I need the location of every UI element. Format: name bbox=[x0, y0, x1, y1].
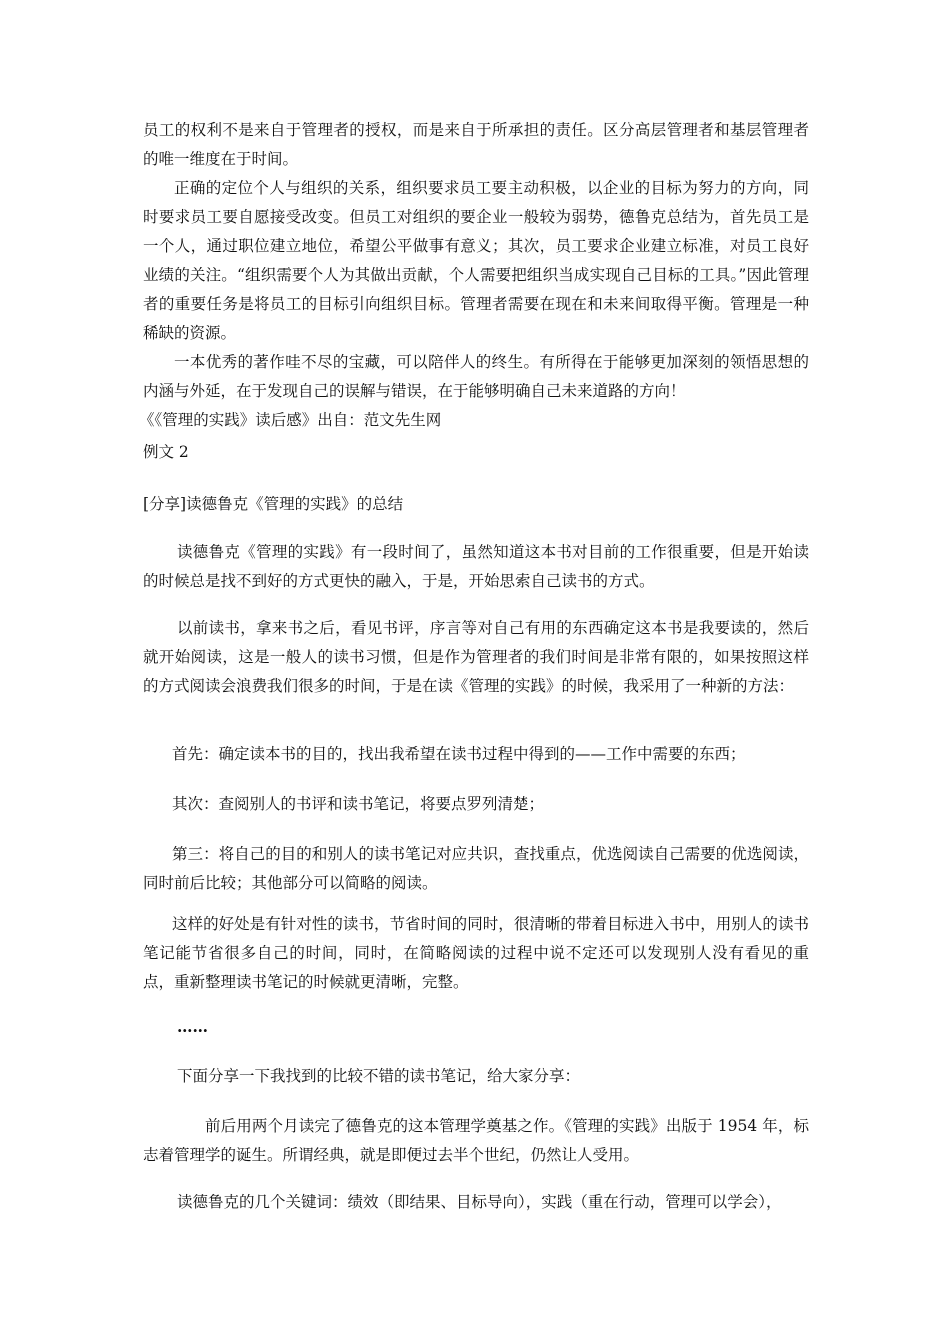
step-second bbox=[143, 790, 809, 819]
paragraph-text: 读德鲁克的几个关键词：绩效（即结果、目标导向），实践（重在行动，管理可以学会）， bbox=[177, 1193, 782, 1211]
paragraph-old-method bbox=[143, 614, 809, 701]
step-first bbox=[143, 740, 809, 769]
paragraph-text: 读德鲁克《管理的实践》有一段时间了，虽然知道这本书对目前的工作很重要，但是开始读的时候总是找不到好的方式更快的融入，于是，开始思索自己读书的方式。 bbox=[143, 543, 809, 590]
step-text: 第三：将自己的目的和别人的读书笔记对应共识，查找重点，优选阅读自己需要的优选阅读，同时前后比较；其他部分可以简略的阅读。 bbox=[143, 845, 809, 892]
paragraph-keywords bbox=[143, 1188, 809, 1217]
paragraph-text: 下面分享一下我找到的比较不错的读书笔记，给大家分享： bbox=[177, 1067, 581, 1085]
paragraph-benefits bbox=[143, 910, 809, 997]
step-third bbox=[143, 840, 809, 898]
paragraph-share-notes bbox=[143, 1062, 809, 1091]
paragraph-employee-rights: 员工的权利不是来自于管理者的授权，而是来自于所承担的责任。区分高层管理者和基层管理者的唯一维度在于时间。 bbox=[143, 121, 809, 168]
article-title: [分享]读德鲁克《管理的实践》的总结 bbox=[143, 495, 404, 513]
paragraph-two-months bbox=[143, 1112, 809, 1170]
paragraph-excellent-book: 一本优秀的著作哇不尽的宝藏，可以陪伴人的终生。有所得在于能够更加深刻的领悟思想的内涵与外延，在于发现自己的误解与错误，在于能够明确自己未来道路的方向！ bbox=[143, 353, 809, 400]
paragraph-text: 这样的好处是有针对性的读书，节省时间的同时，很清晰的带着目标进入书中，用别人的读书笔记能节省很多自己的时间，同时，在简略阅读的过程中说不定还可以发现别人没有看见的重点，重新整理读书笔记的时候就更清晰，完整。 bbox=[143, 915, 809, 991]
example-label: 例文 2 bbox=[143, 443, 189, 461]
step-text: 首先：确定读本书的目的，找出我希望在读书过程中得到的——工作中需要的东西； bbox=[172, 745, 746, 763]
paragraph-text: 前后用两个月读完了德鲁克的这本管理学奠基之作。《管理的实践》出版于 1954 年，标志着管理学的诞生。所谓经典，就是即便过去半个世纪，仍然让人受用。 bbox=[143, 1117, 809, 1164]
section-previous-essay bbox=[139, 116, 809, 435]
paragraph-individual-organization: 正确的定位个人与组织的关系，组织要求员工要主动积极，以企业的目标为努力的方向，同时要求员工要自愿接受改变。但员工对组织的要企业一般较为弱势，德鲁克总结为，首先员工是一个人，通过职位建立地位，希望公平做事有意义；其次，员工要求企业建立标准，对员工良好业绩的关注。“组织需要个人为其做出贡献，个人需要把组织当成实现自己目标的工具。”因此管理者的重要任务是将员工的目标引向组织目标。管理者需要在现在和未来间取得平衡。管理是一种稀缺的资源。 bbox=[143, 179, 809, 342]
paragraph-text: 以前读书，拿来书之后，看见书评，序言等对自己有用的东西确定这本书是我要读的，然后就开始阅读，这是一般人的读书习惯，但是作为管理者的我们时间是非常有限的，如果按照这样的方式阅读会浪费我们很多的时间，于是在读《管理的实践》的时候，我采用了一种新的方法： bbox=[143, 619, 809, 695]
ellipsis bbox=[143, 1012, 809, 1041]
step-text: 其次：查阅别人的书评和读书笔记，将要点罗列清楚； bbox=[172, 795, 545, 813]
source-line: 《《管理的实践》读后感》出自：范文先生网 bbox=[139, 411, 442, 429]
ellipsis-text: …… bbox=[177, 1017, 208, 1036]
paragraph-intro bbox=[143, 538, 809, 596]
